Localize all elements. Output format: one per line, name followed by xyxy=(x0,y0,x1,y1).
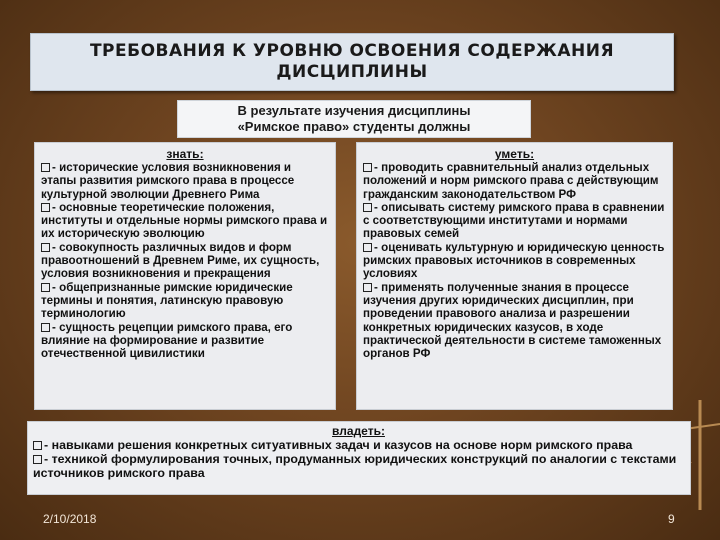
list-item xyxy=(41,241,329,281)
subtitle-box xyxy=(177,100,531,138)
checkbox-bullet-icon xyxy=(41,203,50,212)
list-item xyxy=(41,161,329,201)
own-heading: владеть: xyxy=(332,424,385,438)
checkbox-bullet-icon xyxy=(41,283,50,292)
checkbox-bullet-icon xyxy=(41,323,50,332)
checkbox-bullet-icon xyxy=(41,243,50,252)
bullet-dash: - xyxy=(44,438,49,452)
know-item-text: сущность рецепции римского права, его влияние на формирование и развитие отечественной цивилистики xyxy=(41,320,293,361)
can-item-text: применять полученные знания в процессе изучения других юридических дисциплин, при проведении правового анализа и разрешении конкретных юридических казусов, в ходе практической деятельности в системе таможенных органов РФ xyxy=(363,280,662,361)
own-panel xyxy=(27,421,691,495)
own-item-text: техникой формулирования точных, продуманных юридических конструкций по аналогии с текстами источников римского права xyxy=(33,452,677,480)
can-heading: уметь: xyxy=(494,147,535,161)
list-item xyxy=(363,201,666,241)
know-item-text: совокупность различных видов и форм правоотношений в Древнем Риме, их сущность, условия возникновения и прекращения xyxy=(41,240,320,281)
can-item-text: оценивать культурную и юридическую ценность римских правовых источников в современных условиях xyxy=(363,240,665,281)
checkbox-bullet-icon xyxy=(363,163,372,172)
checkbox-bullet-icon xyxy=(363,203,372,212)
list-item xyxy=(363,281,666,361)
list-item xyxy=(41,281,329,321)
title-line-1: ТРЕБОВАНИЯ К УРОВНЮ ОСВОЕНИЯ СОДЕРЖАНИЯ xyxy=(89,41,615,61)
footer-date: 2/10/2018 xyxy=(43,512,97,526)
bullet-dash: - xyxy=(52,200,56,214)
subtitle-line-1: В результате изучения дисциплины xyxy=(237,103,471,118)
subtitle-line-2: «Римское право» студенты должны xyxy=(237,119,471,134)
list-item xyxy=(41,321,329,361)
bullet-dash: - xyxy=(374,161,378,174)
checkbox-bullet-icon xyxy=(363,243,372,252)
page-number: 9 xyxy=(668,512,675,526)
bullet-dash: - xyxy=(52,240,56,254)
bullet-dash: - xyxy=(44,452,49,466)
checkbox-bullet-icon xyxy=(363,283,372,292)
list-item xyxy=(41,201,329,241)
know-item-text: исторические условия возникновения и этапы развития римского права в процессе культурной эволюции Древнего Рима xyxy=(41,161,295,201)
slide-title xyxy=(30,33,674,91)
own-item-text: навыками решения конкретных ситуативных задач и казусов на основе норм римского права xyxy=(51,438,633,452)
bullet-dash: - xyxy=(52,280,56,294)
list-item xyxy=(33,452,684,480)
bullet-dash: - xyxy=(52,320,56,334)
list-item xyxy=(363,161,666,201)
list-item xyxy=(363,241,666,281)
can-item-text: описывать систему римского права в сравнении с соответствующими институтами и нормами правовых семей xyxy=(363,200,665,241)
list-item xyxy=(33,438,684,452)
know-item-text: общепризнанные римские юридические термины и понятия, латинскую правовую терминологию xyxy=(41,280,293,321)
can-item-text: проводить сравнительный анализ отдельных положений и норм римского права с действующим гражданским законодательством РФ xyxy=(363,161,659,201)
know-heading: знать: xyxy=(166,147,204,161)
bullet-dash: - xyxy=(374,280,378,294)
bullet-dash: - xyxy=(52,161,56,174)
know-item-text: основные теоретические положения, институты и отдельные нормы римского права и их историческую эволюцию xyxy=(41,200,328,241)
checkbox-bullet-icon xyxy=(33,441,42,450)
bullet-dash: - xyxy=(374,200,378,214)
title-line-2: ДИСЦИПЛИНЫ xyxy=(276,62,428,82)
can-panel xyxy=(356,142,673,410)
checkbox-bullet-icon xyxy=(33,455,42,464)
checkbox-bullet-icon xyxy=(41,163,50,172)
bullet-dash: - xyxy=(374,240,378,254)
know-panel xyxy=(34,142,336,410)
